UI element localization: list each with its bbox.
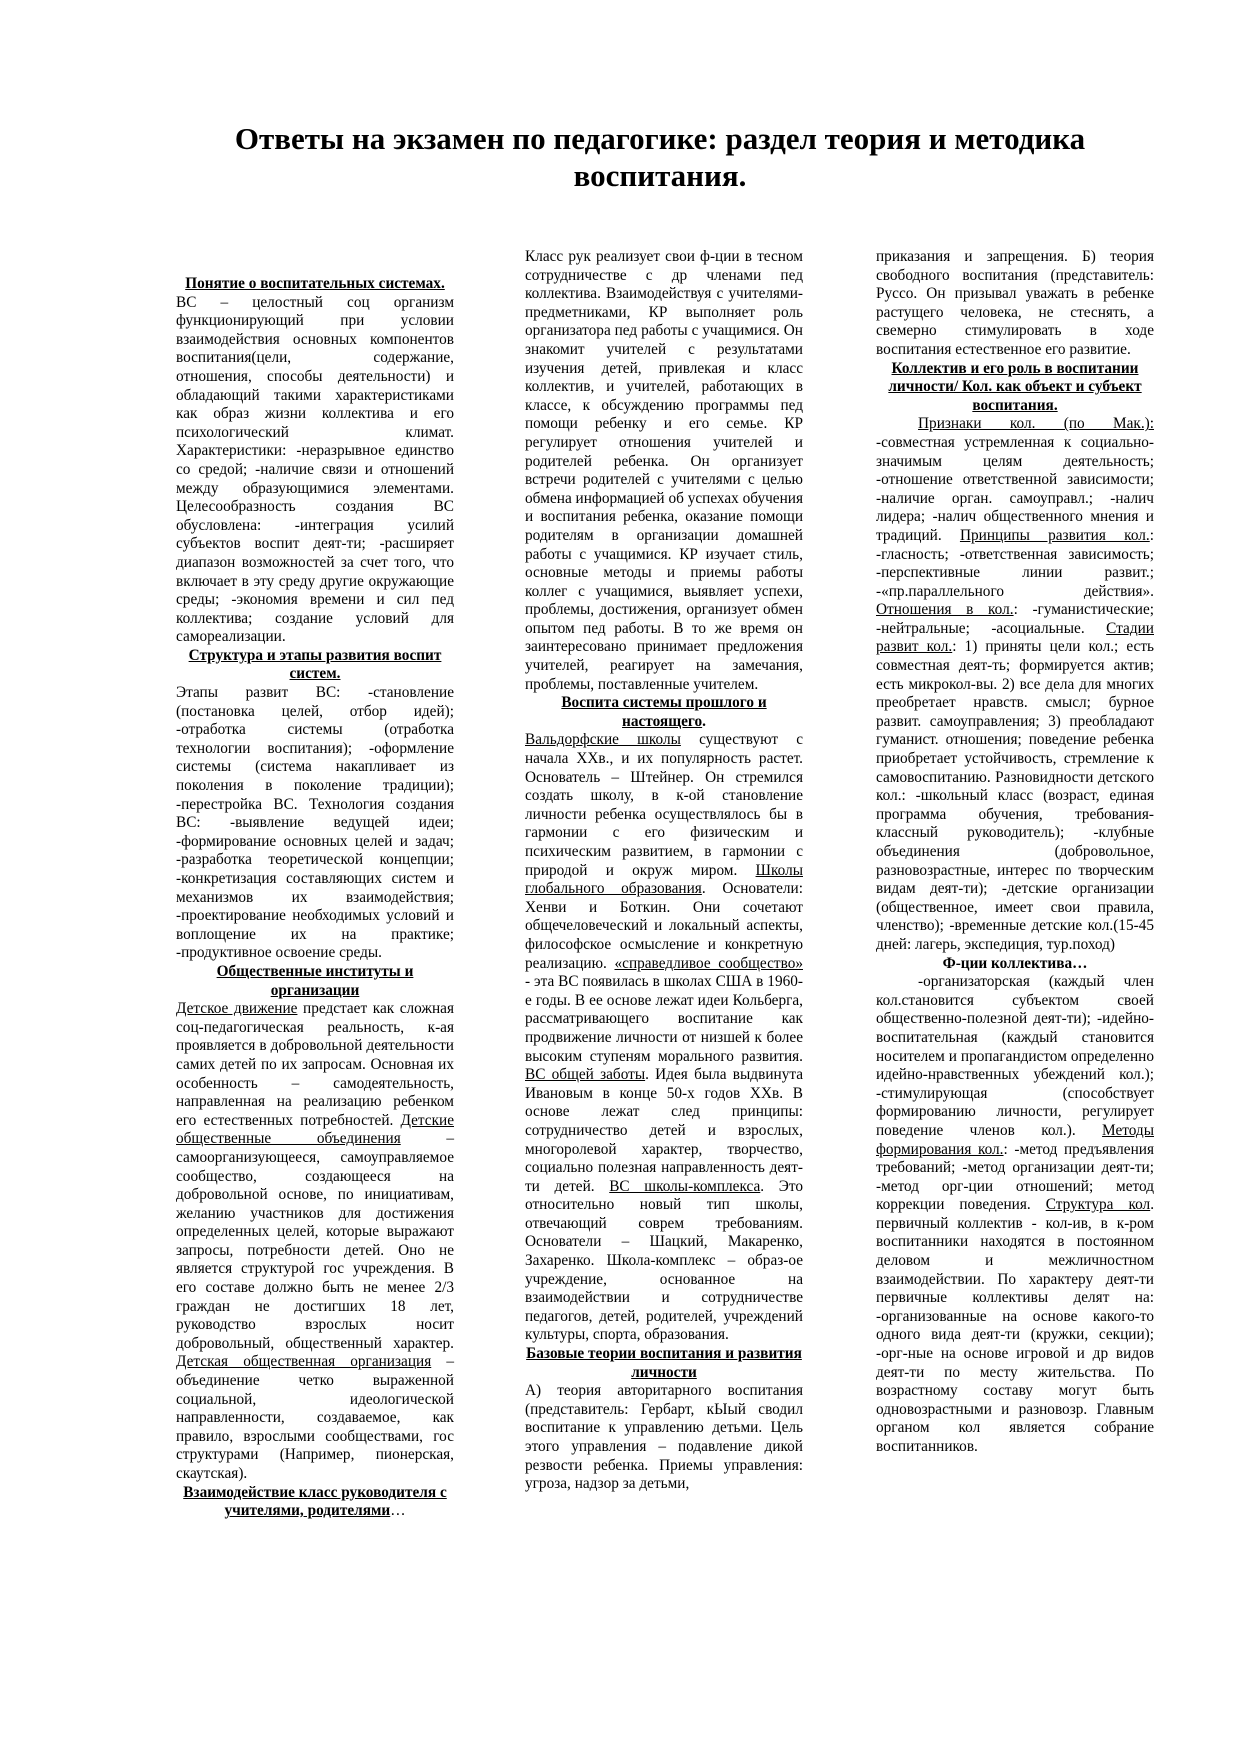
term: Принципы развития кол. bbox=[959, 526, 1150, 544]
text: -совместная устремленная к социально-значимым целям деятельность; -отношение ответственной зависимости; -наличие орган. самоуправл.; -налич лидера; -налич общественного мнения и традиций. bbox=[876, 433, 1154, 544]
term: Методы формирования кол. bbox=[876, 1121, 1154, 1158]
term: Детские общественные объединения bbox=[176, 1111, 454, 1148]
term: «справедливое сообщество» bbox=[614, 954, 803, 972]
section-heading: Структура и этапы развития воспит систем. bbox=[188, 646, 442, 683]
term: Детское движение bbox=[176, 1000, 298, 1018]
term: Признаки кол. (по Мак.): bbox=[918, 415, 1154, 433]
text: – самоорганизующееся, самоуправляемое сообщество, создающееся на добровольной основе, по инициативам, желанию участников для достижения определенных целей, которые выражают запросы, потребности детей. Оно не является структурой гос учреждения. В его составе должно быть не менее 2/3 граждан не достигших 18 лет, руководство взрослых носит добровольный, общественный характер. bbox=[176, 1130, 454, 1352]
text: : 1) приняты цели кол.; есть совместная деят-ть; формируется актив; есть микрокол-вы. 2) все дела для многих преобретает нравств. смысл; бурное развит. самоуправления; 3) преобладают гуманист. отношения; поведение ребенка приобретает устойчивость, стремление к самовоспитанию. Разновидности детского кол.: -школьный класс (возраст, единая программа обучения, требования-классный руководитель); -клубные объединения (добровольное, разновозрастные, интерес по творческим видам деят-ти); -детские организации (общественное, имеет свои правила, членство); -временные детские кол.(15-45 дней: лагерь, экспедиция, тур.поход) bbox=[876, 638, 1155, 953]
text: . Идея была выдвинута Ивановым в конце 50-х годов XXв. В основе лежат след принципы: сотрудничество детей и взрослых, многоролевой характер, творчество, социально полезная направленность деят-ти детей. bbox=[525, 1066, 803, 1195]
term: Школы глобального образования bbox=[525, 861, 803, 898]
text: . Это относительно новый тип школы, отвечающий соврем требованиям. Основатели – Шацкий, Макаренко, Захаренко. Школа-комплекс – образ-ое учреждение, основанное на взаимодействии и сотрудничестве педагогов, детей, родителей, учреждений культуры, спорта, образования. bbox=[525, 1177, 803, 1344]
heading-tail: … bbox=[390, 1502, 406, 1520]
column-2 bbox=[525, 248, 803, 1494]
paragraph: приказания и запрещения. Б) теория свободного воспитания (представитель: Руссо. Он призывал уважать в ребенке растущего человека, не стеснять, а свемерно стимулировать в ходе воспитания естественное его развитие. bbox=[876, 248, 1154, 358]
text: . первичный коллектив - кол-ив, в к-ром воспитанники находятся в постоянном деловом и межличностном взаимодействии. По характеру деят-ти первичные коллективы делят на: -организованные на основе какого-то одного вида деят-ти (кружки, секции); -орг-ные на основе игровой и др видов деят-ти по месту жительства. По возрастному составу могут быть одновозрастными и разновозр. Главным органом кол является собрание воспитанников. bbox=[876, 1196, 1155, 1455]
section-heading: Понятие о воспитательных системах. bbox=[185, 275, 445, 292]
section-heading: Общественные институты и организации bbox=[216, 962, 414, 999]
term: Структура кол bbox=[1045, 1196, 1151, 1214]
section-heading: Коллектив и его роль в воспитании личности/ Кол. как объект и субъект воспитания. bbox=[888, 359, 1142, 414]
term: Стадии развит кол. bbox=[876, 619, 1154, 656]
section-heading bbox=[176, 1484, 454, 1521]
page-title: Ответы на экзамен по педагогике: раздел теория и методика воспитания. bbox=[234, 121, 1086, 193]
text: - эта ВС появилась в школах США в 1960-е годы. В ее основе лежат идеи Кольберга, рассматривающего воспитание как продвижение личности от низшей к более высоким ступеням морального развития. bbox=[525, 973, 803, 1065]
heading-text: Воспита системы прошлого и настоящего bbox=[561, 694, 767, 730]
heading-tail: . bbox=[702, 712, 706, 730]
paragraph bbox=[525, 731, 803, 1345]
paragraph: Класс рук реализует свои ф-ции в тесном сотрудничестве с др членами пед коллектива. Взаимодействуя с учителями-предметниками, КР выполняет роль организатора пед работы с учащимися. Он знакомит учителей с результатами изучения детей, привлекая и класс коллектив, и учителей, работающих в классе, к обсуждению программы пед помощи ребенку и его семье. КР регулирует отношения учителей и родителей ребенка. Он организует встречи родителей с учителями с целью обмена информацией об успехах обучения и воспитания ребенка, оказание помощи родителям в организации домашней работы с учащимися. КР изучает стиль, основные методы и приемы работы коллег с учащимися, выявляет успехи, проблемы, достижения, организует обмен опытом пед работы. В то же время он заинтересовано принимает предложения учителей, реагирует на замечания, проблемы, поставленные учителем. bbox=[525, 248, 804, 693]
text: . Основатели: Хенви и Боткин. Они сочетают общечеловеческий и локальный аспекты, философское осмысление и конкретную реализацию. bbox=[525, 880, 803, 972]
paragraph bbox=[876, 973, 1154, 1456]
paragraph bbox=[876, 415, 1154, 954]
text: -организаторская (каждый член кол.становится субъектом своей общественно-полезной деят-ти); -идейно-воспитательная (каждый становится носителем и пропагандистом определенно идейно-нравственных убеждений кол.); -стимулирующая (способствует формированию личности, регулирует поведение членов кол.). bbox=[876, 973, 1154, 1139]
paragraph bbox=[176, 1000, 454, 1483]
text: предстает как сложная соц-педагогическая реальность, к-ая проявляется в добровольной деятельности самих детей по их запросам. Основная их особенность – самодеятельность, направленная на реализацию ребенком его естественных потребностей. bbox=[176, 1000, 455, 1129]
paragraph: А) теория авторитарного воспитания (представитель: Гербарт, кЫый сводил воспитание к управлению детьми. Цель этого управления – подавление дикой резвости ребенка. Приемы управления: угроза, надзор за детьми, bbox=[525, 1382, 803, 1493]
text: : -гласность; -ответственная зависимость; -перспективные линии развит.; -«пр.параллельного действия». bbox=[876, 526, 1154, 600]
term: Детская общественная организация bbox=[176, 1353, 432, 1371]
text: : -гуманистические; -нейтральные; -асоциальные. bbox=[876, 601, 1154, 637]
term: ВС общей заботы bbox=[525, 1066, 646, 1084]
column-3 bbox=[876, 248, 1154, 1457]
term: Отношения в кол. bbox=[876, 601, 1014, 619]
term: Вальдорфские школы bbox=[525, 731, 681, 749]
text: существуют с начала XXв., и их популярность растет. Основатель – Штейнер. Он стремился создать школу, в к-ой становление личности ребенка осуществлялось бы в гармонии с его физическим и психическим развитием, в гармонии с природой и окруж миром. bbox=[525, 731, 803, 879]
section-heading bbox=[525, 694, 803, 731]
text: : -метод предъявления требований; -метод организации деят-ти; -метод орг-ции отношений; метод коррекции поведения. bbox=[876, 1140, 1154, 1214]
column-1 bbox=[176, 275, 454, 1521]
section-heading: Базовые теории воспитания и развития личности bbox=[526, 1345, 802, 1381]
term: ВС школы-комплекса bbox=[609, 1177, 761, 1195]
paragraph: Этапы развит ВС: -становление (постановка целей, отбор идей); -отработка системы (отработка технологии воспитания); -оформление системы (система накапливает из поколения в поколение традиции); -перестройка ВС. Технология создания ВС: -выявление ведущей идеи; -формирование основных целей и задач; -разработка теоретической концепции; -конкретизация составляющих систем и механизмов их взаимодействия; -проектирование необходимых условий и воплощение их на практике; -продуктивное освоение среды. bbox=[176, 684, 454, 962]
paragraph: ВС – целостный соц организм функционирующий при условии взаимодействия основных компонентов воспитания(цели, содержание, отношения, способы деятельности) и обладающий такими характеристиками как образ жизни коллектива и его психологический климат. Характеристики: -неразрывное единство со средой; -наличие связи и отношений между образующимися элементами. Целесообразность создания ВС обусловлена: -интеграция усилий субъектов воспит деят-ти; -расширяет диапазон возможностей за счет того, что включает в эту среду другие окружающие среды; -экономия времени и сил пед коллектива; создание условий для самореализации. bbox=[176, 293, 454, 646]
section-heading: Ф-ции коллектива… bbox=[942, 954, 1088, 972]
text: – объединение четко выраженной социальной, идеологической направленности, создаваемое, как правило, взрослыми сообществами, гос структурами (Например, пионерская, скаутская). bbox=[176, 1353, 454, 1482]
heading-text: Взаимодействие класс руководителя с учителями, родителями bbox=[183, 1483, 447, 1520]
